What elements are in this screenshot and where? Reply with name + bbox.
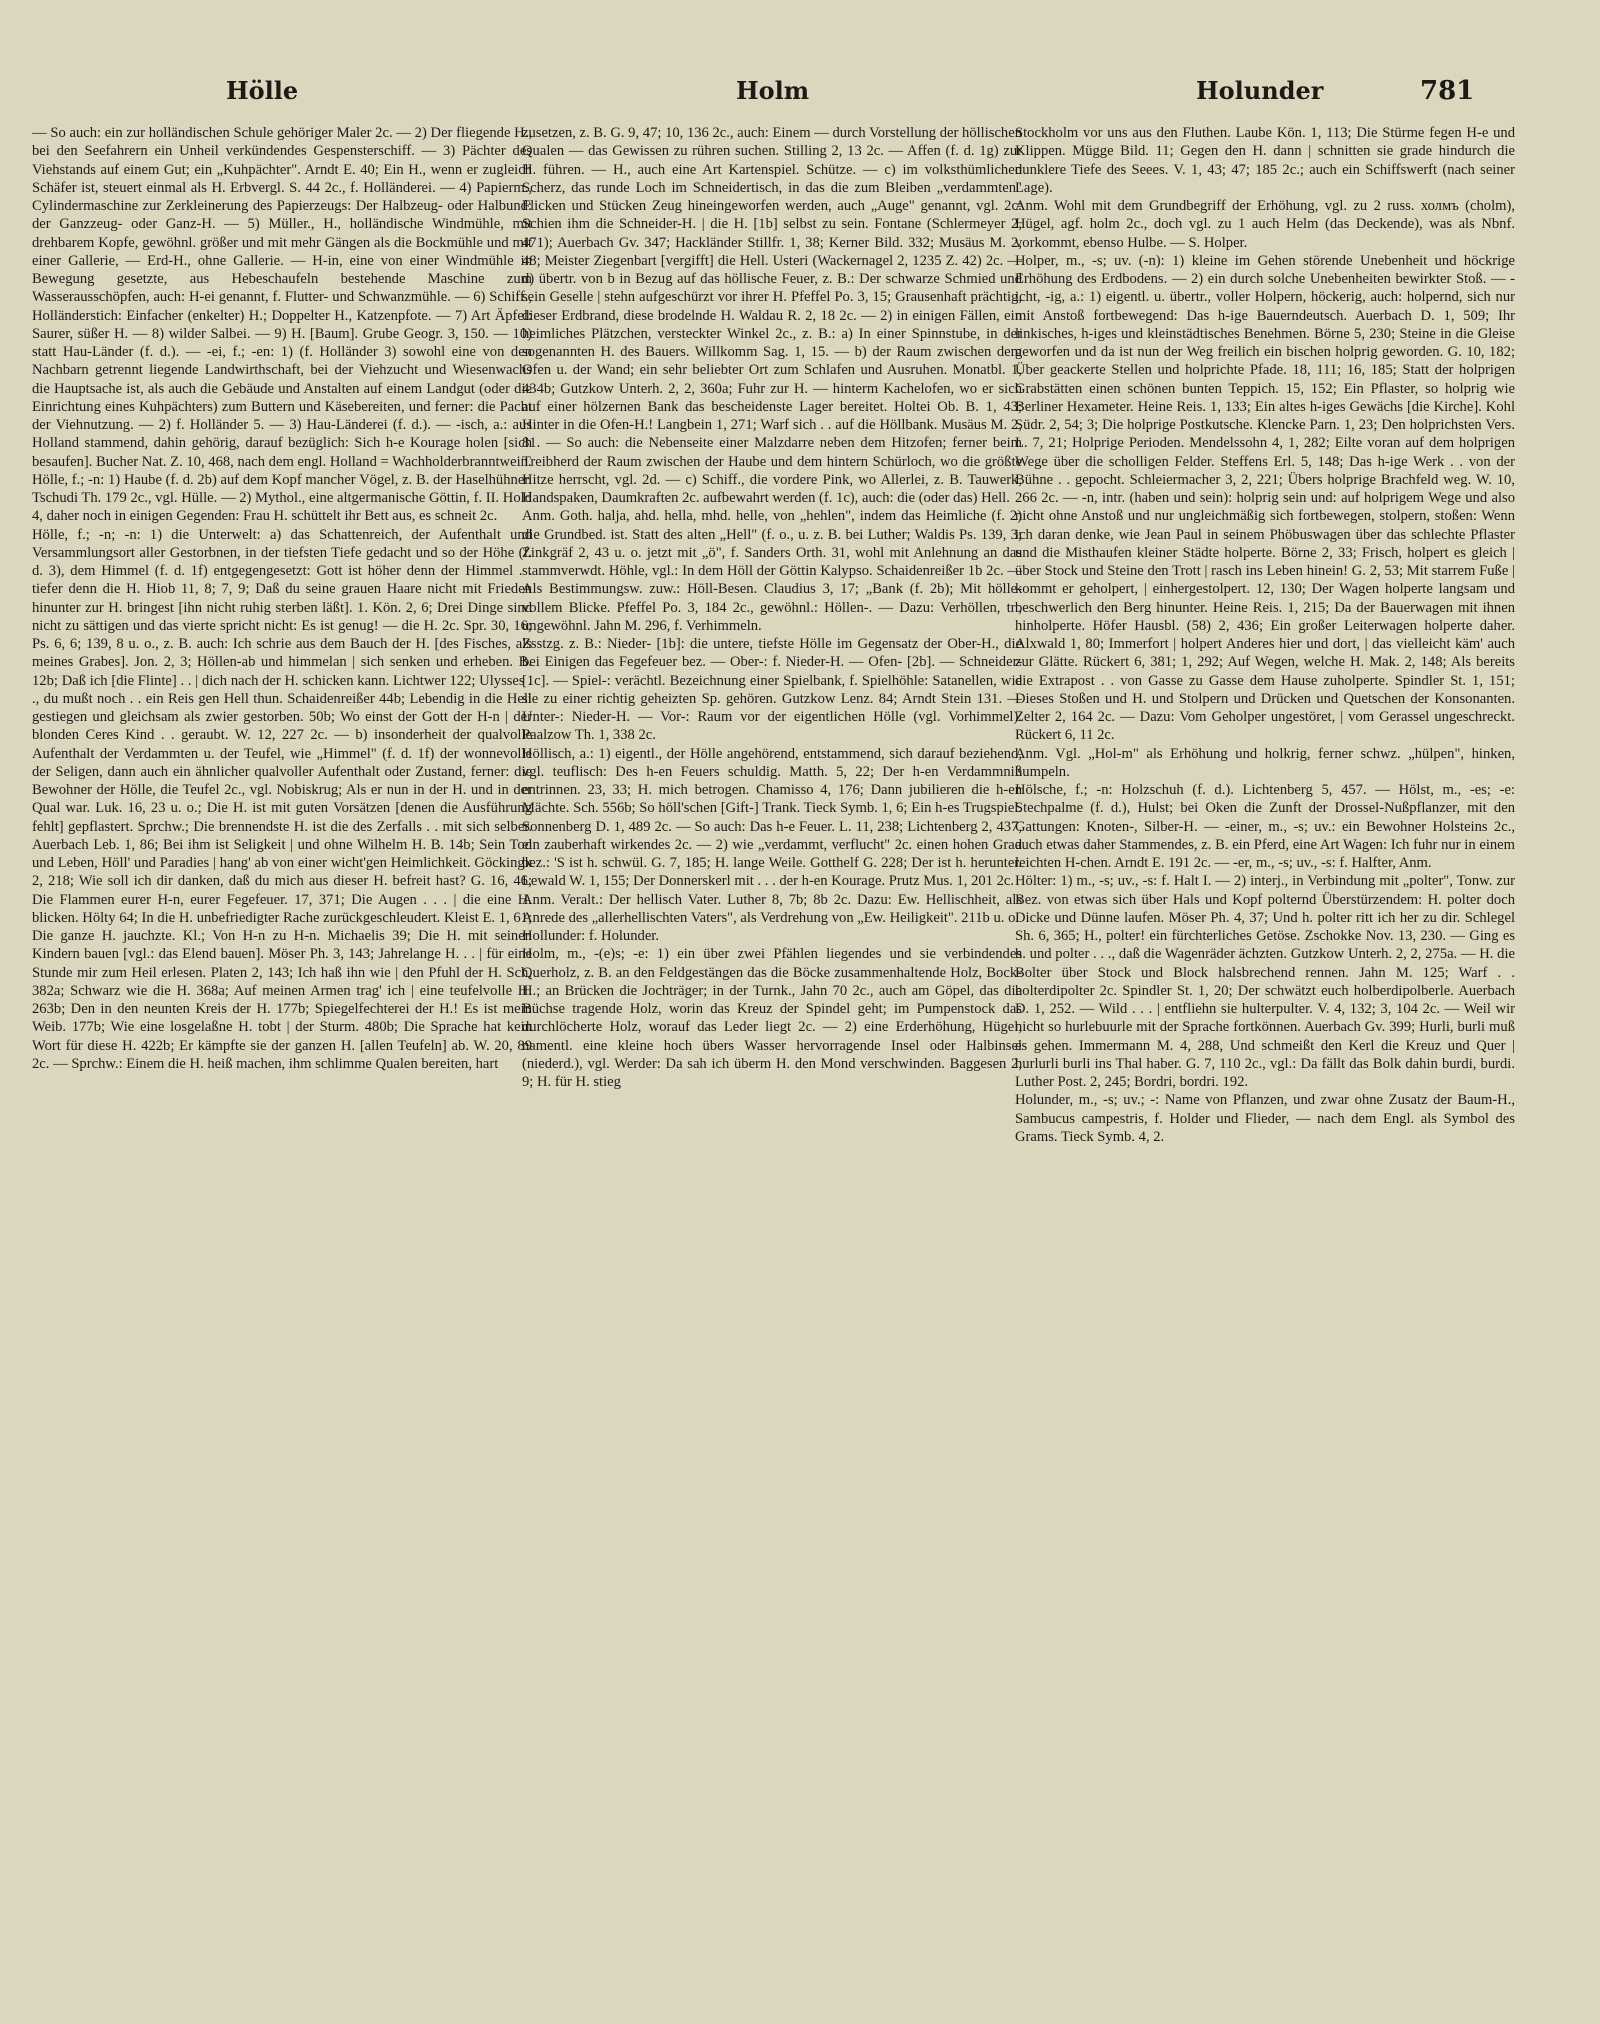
entry-paragraph: Zsstzg. z. B.: Nieder- [1b]: die untere, tiefste Hölle im Gegensatz der Ober-H., die bei Einigen das Fegefeuer bez. — Ober-: f. Nieder-H. — Ofen- [2b]. — Schneider- [1c]. — Spiel-: verächtl. Bezeichnung einer Spielbank, f. Spielhöhle: Satanellen, wie sie zu einer richtig geheizten Sp. gehören. Gutzkow Lenz. 84; Arndt Stein 131. — Unter-: Nieder-H. — Vor-: Raum vor der eigentlichen Hölle (vgl. Vorhimmel). Paalzow Th. 1, 338 2c. (522, 636, 1022, 744)
header-right-word: Holunder (1196, 76, 1324, 105)
entry-paragraph: Holm, m., -(e)s; -e: 1) ein über zwei Pfählen liegendes und sie verbindendes Querholz, z. B. an den Feldgestängen das die Böcke zusammenhaltende Holz, Bock-H.; an Brücken die Jochträger; in der Turnk., Jahn 70 2c., auch am Göpel, das die Büchse tragende Holz, worin das Kreuz der Spindel geht; im Pumpenstock das durchlöcherte Holz, worauf das Leder liegt 2c. — 2) eine Erderhöhung, Hügel, namentl. eine kleine hoch übers Wasser hervorragende Insel oder Halbinsel (niederd.), vgl. Werder: Da sah ich überm H. den Mond verschwinden. Baggesen 2, 9; H. für H. stieg (522, 946, 1022, 1090)
entry-paragraph: Hölter: 1) m., -s; uv., -s: f. Halt I. — 2) interj., in Verbindung mit „polter", Tonw. zur Bez. von etwas sich über Hals und Kopf polternd Überstürzendem: H. polter doch Dicke und Dünne laufen. Möser Ph. 4, 37; Und h. polter ritt ich her zu dir. Schlegel Sh. 6, 365; H., polter! ein fürchterliches Getöse. Zschokke Nov. 13, 230. — Ging es h. und polter . . ., daß die Wagenräder ächzten. Gutzkow Unterh. 2, 2, 275a. — H. die Bolter über Stock und Block halsbrechend rennen. Jahn M. 125; Warf . . holterdipolter 2c. Spindler St. 1, 20; Der schwätzt euch holberdipolberle. Auerbach D. 1, 252. — Wild . . . | entfliehn sie hulterpulter. V. 4, 132; 3, 104 2c. — Weil wir nicht so hurlebuurle mit der Sprache fortkönnen. Auerbach Gv. 399; Hurli, burli muß es gehen. Immermann M. 4, 288, Und schmeißt den Kerl die Kreuz und Quer | hurlurli burli ins Thal haber. G. 7, 110 2c., vgl.: Da fällt das Bolk dahin burdi, burdi. Luther Post. 2, 245; Bordri, bordri. 192. (1015, 873, 1515, 1090)
text-column-2 (522, 124, 1022, 1994)
entry-paragraph: Hölle, f.; -n; -n: 1) die Unterwelt: a) das Schattenreich, der Aufenthalt und Versammlungsort aller Gestorbnen, in der tiefsten Tiefe gedacht und so der Höhe (f. d. 3), dem Himmel (f. d. 1f) entgegengesetzt: Gott ist höher denn der Himmel . . tiefer denn die H. Hiob 11, 8; 7, 9; Daß du seine grauen Haare nicht mit Frieden hinunter zur H. bringest [ihn nicht ruhig sterben läßt]. 1. Kön. 2, 6; Drei Dinge sind nicht zu sättigen und das vierte spricht nicht: Es ist genug! — die H. 2c. Spr. 30, 16; Ps. 6, 6; 139, 8 u. o., z. B. auch: Ich schrie aus dem Bauch der H. [des Fisches, als meines Grabes]. Jon. 2, 3; Höllen-ab und himmelan | sich senken und erheben. B. 12b; Daß ich [die Flinte] . . | dich nach der H. schicken kann. Lichtwer 122; Ulysses . ., du mußt noch . . ein Reis gen Hell thun. Schaidenreißer 44b; Lebendig in die Hell gestiegen und gleichsam als zwier gestorben. 50b; Wo einst der Gott der H-n | der blonden Ceres Kind . . geraubt. W. 12, 227 2c. — b) insonderheit der qualvolle Aufenthalt der Verdammten u. der Teufel, wie „Himmel" (f. d. 1f) der wonnevolle der Seligen, dann auch ein ähnlicher qualvoller Aufenthalt oder Zustand, ferner: die Bewohner der Hölle, die Teufel 2c., vgl. Nobiskrug; Als er nun in der H. und in der Qual war. Luk. 16, 23 u. o.; Die H. ist mit guten Vorsätzen [denen die Ausführung fehlt] gepflastert. Sprchw.; Die brennendste H. ist die des Zerfalls . . mit sich selber. Auerbach Leb. 1, 86; Bei ihm ist Seligkeit | und ohne Wilhelm H. B. 14b; Sein Tod und Leben, Höll' und Paradies | hang' ab von einer wicht'gen Heimlichkeit. Göckingk 2, 218; Wie soll ich dir danken, daß du mich aus dieser H. befreit hast? G. 16, 46; Die Flammen eurer H-n, eurer Fegefeuer. 17, 371; Die Augen . . . | die eine H. blicken. Hölty 64; In die H. unbefriedigter Rache zurückgeschleudert. Kleist E. 1, 61; Die ganze H. jauchzte. Kl.; Von H-n zu H-n. Michaelis 39; Die H. mit seinen Kindern bauen [vgl.: das Elend bauen]. Möser Ph. 3, 143; Jahrelange H. . . | für eine Stunde mir zum Heil erlesen. Platen 2, 143; Ich haß ihn wie | den Pfuhl der H. Sch. 382a; Schwarz wie die H. 368a; Auf meinen Armen trag' ich | eine teufelvolle H. 263b; Den in den neunten Kreis der H. 177b; Spiegelfechterei der H.! Es ist mein Weib. 177b; Wie eine losgelaßne H. tobt | der Sturm. 480b; Die Sprache hat kein Wort für diese H. 422b; Er kämpfte sie der ganzen H. [allen Teufeln] ab. W. 20, 89 2c. — Sprchw.: Einem die H. heiß machen, ihm schlimme Qualen bereiten, hart (32, 526, 532, 1072)
entry-paragraph: Höllisch, a.: 1) eigentl., der Hölle angehörend, entstammend, sich darauf beziehend, vgl. teuflisch: Des h-en Feuers schuldig. Matth. 5, 22; Der h-en Verdammniß entrinnen. 23, 33; H. mich betrogen. Chamisso 4, 176; Dann jubilieren die h-en Mächte. Sch. 556b; So höll'schen [Gift-] Trank. Tieck Symb. 1, 6; Ein h-es Trugspiel. Sonnenberg D. 1, 489 2c. — So auch: Das h-e Feuer. L. 11, 238; Lichtenberg 2, 437, ein zauberhaft wirkendes 2c. — 2) wie „verdammt, verflucht" 2c. einen hohen Grad bez.: 'S ist h. schwül. G. 7, 185; H. lange Weile. Gotthelf G. 228; Der ist h. herunter. Lewald W. 1, 155; Der Donnerskerl mit . . . der h-en Kourage. Prutz Mus. 1, 201 2c. (522, 745, 1022, 890)
entry-paragraph: Stockholm vor uns aus den Fluthen. Laube Kön. 1, 113; Die Stürme fegen H-e und Klippen. Mügge Bild. 11; Gegen den H. dann | schnitten sie grade hindurch die dunklere Tiefe des Seees. V. 1, 43; 47; 185 2c.; auch ein Schiffswerft (nach seiner Lage). (1015, 125, 1515, 196)
running-header (0, 76, 1600, 116)
entry-paragraph: Anm. Veralt.: Der hellisch Vater. Luther 8, 7b; 8b 2c. Dazu: Ew. Hellischheit, als Anrede des „allerhellischten Vaters", als Verdrehung von „Ew. Heiligkeit". 211b u. o. (522, 891, 1022, 926)
text-column-1 (32, 124, 532, 1994)
entry-paragraph: Anm. Goth. halja, ahd. hella, mhd. helle, von „hehlen", indem das Heimliche (f. 2) die Grundbed. ist. Statt des alten „Hell" (f. o., u. z. B. bei Luther; Waldis Ps. 139, 3; Zinkgräf 2, 43 u. o. jetzt mit „ö", f. Sanders Orth. 31, wohl mit Anlehnung an das stammverwdt. Höhle, vgl.: In dem Höll der Göttin Kalypso. Schaidenreißer 1b 2c. — Als Bestimmungsw. zuw.: Höll-Besen. Claudius 3, 17; „Bank (f. 2b); Mit hölle-vollem Blicke. Pfeffel Po. 3, 184 2c., gewöhnl.: Höllen-. — Dazu: Verhöllen, tr., ungewöhnl. Jahn M. 296, f. Verhimmeln. (522, 508, 1022, 634)
text-column-3 (1015, 124, 1515, 1994)
entry-paragraph: Hollunder: f. Holunder. (522, 928, 659, 944)
entry-paragraph: — So auch: ein zur holländischen Schule gehöriger Maler 2c. — 2) Der fliegende H., bei den Seefahrern ein Unheil verkündendes Gespensterschiff. — 3) Pächter des Viehstands auf einem Gut; ein „Kuhpächter". Arndt E. 40; Ein H., wenn er zugleich Schäfer ist, steuert einmal als H. Erbvergl. S. 44 2c., f. Holländerei. — 4) Papierm., Cylindermaschine zur Zerkleinerung des Papierzeugs: Der Halbzeug- oder Halbund: der Ganzzeug- oder Ganz-H. — 5) Müller., H., holländische Windmühle, mit drehbarem Kopfe, gewöhnl. größer und mit mehr Gängen als die Bockmühle und mit einer Gallerie, — Erd-H., ohne Gallerie. — H-in, eine von einer Windmühle in Bewegung gesetzte, aus Hebeschaufeln bestehende Maschine zum Wasserausschöpfen, auch: H-ei genannt, f. Flutter- und Schwanzmühle. — 6) Schiff., Holländerstich: Einfacher (enkelter) H.; Doppelter H., Katzenpfote. — 7) Art Äpfel: Saurer, süßer H. — 8) wilder Salbei. — 9) H. [Baum]. Grube Geogr. 3, 150. — 10) statt Hau-Länder (f. d.). — -ei, f.; -en: 1) (f. Holländer 3) sowohl eine von den Nachbarn getrennt liegende Landwirthschaft, bei der Viehzucht und Wiesenwachs die Hauptsache ist, als auch die Gebäude und Anstalten auf einem Landgut (oder die Einrichtung eines Kuhpächters) zum Buttern und Käsebereiten, und ferner: die Pacht der Viehnutzung. — 2) f. Holländer 5. — 3) Hau-Länderei (f. d.). — -isch, a.: aus Holland stammend, dahin gehörig, darauf bezüglich: Sich h-e Kourage holen [sich besaufen]. Bucher Nat. Z. 10, 468, nach dem engl. Holland = Wachholderbranntwein. (32, 125, 532, 470)
entry-paragraph: Hölsche, f.; -n: Holzschuh (f. d.). Lichtenberg 5, 457. — Hölst, m., -es; -e: Stechpalme (f. d.), Hulst; bei Oken die Zunft der Drossel-Nußpflanzer, mit den Gattungen: Knoten-, Silber-H. — -einer, m., -s; uv.: ein Bewohner Holsteins 2c., auch etwas daher Stammendes, z. B. ein Pferd, eine Art Wagen: Ich fuhr nur in einem leichten H-chen. Arndt E. 191 2c. — -er, m., -s; uv., -s: f. Halfter, Anm. (1015, 782, 1515, 871)
entry-paragraph: Holunder, m., -s; uv.; -: Name von Pflanzen, und zwar ohne Zusatz der Baum-H., Sambucus campestris, f. Holder und Flieder, — nach dem Engl. als Symbol des Grams. Tieck Symb. 4, 2. (1015, 1092, 1515, 1145)
entry-paragraph: Anm. Wohl mit dem Grundbegriff der Erhöhung, vgl. zu 2 russ. холмъ (cholm), Hügel, agf. holm 2c., doch vgl. zu 1 auch Helm (das Deckende), was als Nbnf. vorkommt, ebenso Hulbe. — S. Holper. (1015, 198, 1515, 251)
page-number: 781 (1420, 76, 1475, 106)
entry-paragraph: Hölle, f.; -n: 1) Haube (f. d. 2b) auf dem Kopf mancher Vögel, z. B. der Haselhühner. Tschudi Th. 179 2c., vgl. Hülle. — 2) Mythol., eine altgermanische Göttin, f. II. Hold 4, daher noch in einigen Gegenden: Frau H. schüttelt ihr Bett aus, es schneit 2c. (32, 471, 532, 525)
header-left-word: Hölle (226, 76, 299, 105)
header-center-word: Holm (736, 76, 810, 105)
entry-paragraph: Anm. Vgl. „Hol-m" als Erhöhung und holkrig, ferner schwz. „hülpen", hinken, humpeln. (1015, 745, 1515, 780)
entry-paragraph: zusetzen, z. B. G. 9, 47; 10, 136 2c., auch: Einem — durch Vorstellung der höllischen Qualen — das Gewissen zu rühren suchen. Stilling 2, 13 2c. — Affen (f. d. 1g) zur H. führen. — H., auch eine Art Kartenspiel. Schütze. — c) im volksthümlichen Scherz, das runde Loch im Schneidertisch, in das die zum Bleiben „verdammten" Flicken und Stücken Zeug hineingeworfen werden, auch „Auge" genannt, vgl. 2c: Schien ihm die Schneider-H. | die H. [1b] selbst zu sein. Fontane (Schlermeyer 2, 471); Auerbach Gv. 347; Hackländer Stillfr. 1, 38; Kerner Bild. 332; Musäus M. 2, 48; Meister Ziegenbart [vergifft] die Hell. Usteri (Wackernagel 2, 1235 Z. 42) 2c. — d) übertr. von b in Bezug auf das höllische Feuer, z. B.: Der schwarze Schmied und sein Geselle | stehn aufgeschürzt vor ihrer H. Pfeffel Po. 3, 15; Grausenhaft prächtig, dieser Erdbrand, diese brodelnde H. Waldau R. 2, 18 2c. — 2) in einigen Fällen, ein heimliches Plätzchen, versteckter Winkel 2c., z. B.: a) In einer Spinnstube, in der sogenannten H. des Bauers. Willkomm Sag. 1, 15. — b) der Raum zwischen dem Ofen u. der Wand; ein sehr beliebter Ort zum Schlafen und Ausruhen. Monatbl. 1, 434b; Gutzkow Unterh. 2, 2, 360a; Fuhr zur H. — hinterm Kachelofen, wo er sich auf einer hölzernen Bank das bescheidenste Lager bereitet. Holtei Ob. B. 1, 43; Hinter in die Ofen-H.! Langbein 1, 271; Warf sich . . auf die Höllbank. Musäus M. 2, 81. — So auch: die Nebenseite einer Malzdarre neben dem Hitzofen; ferner beim Treibherd der Raum zwischen der Haube und dem hintern Schürloch, wo die größte Hitze herrscht, vgl. 2d. — c) Schiff., die vordere Pink, wo Allerlei, z. B. Tauwerk, Handspaken, Daumkraften 2c. aufbewahrt werden (f. 1c), auch: die (oder das) Hell. (522, 125, 1022, 506)
entry-paragraph: Holper, m., -s; uv. (-n): 1) kleine im Gehen störende Unebenheit und höckrige Erhöhung des Erdbodens. — 2) ein durch solche Unebenheiten bewirkter Stoß. — -icht, -ig, a.: 1) eigentl. u. übertr., voller Holpern, höckerig, auch: holpernd, sich nur mit Anstoß fortbewegend: Das h-ige Bauerndeutsch. Auerbach D. 1, 509; Ihr linkisches, h-iges und kleinstädtisches Benehmen. Börne 5, 230; Steine in die Gleise geworfen und da ist nun der Weg freilich ein bischen holprig geworden. G. 10, 182; Über geackerte Stellen und holprichte Pfade. 18, 111; 16, 185; Statt der holprigen Grabstätten einen schönen bunten Teppich. 15, 152; Ein Pflaster, so holprig wie Berliner Hexameter. Heine Reis. 1, 133; Ein altes h-iges Gewächs [die Kirche]. Kohl Südr. 2, 54; 3; Die holprige Postkutsche. Klencke Parn. 1, 23; Den holprichsten Vers. L. 7, 21; Holprige Perioden. Mendelssohn 4, 1, 282; Eilte voran auf dem holprigen Wege über die scholligen Felder. Steffens Erl. 5, 148; Das h-ige Werk . . von der Bühne . . gepocht. Schleiermacher 3, 2, 221; Übers holprige Brachfeld weg. W. 10, 266 2c. — -n, intr. (haben und sein): holprig sein und: auf holprigem Wege und also nicht ohne Anstoß und nur ungleichmäßig sich fortbewegen, stolpern, stoßen: Wenn ich daran denke, wie Jean Paul in seinem Phöbuswagen über das schlechte Pflaster und die Misthaufen kleiner Städte holperte. Börne 2, 33; Frisch, holpert es gleich | über Stock und Steine den Trott | rasch ins Leben hinein! G. 2, 53; Mit starrem Fuße | kommt er geholpert, | einhergestolpert. 12, 130; Der Wagen holperte langsam und beschwerlich den Berg hinunter. Heine Reis. 1, 215; Da der Bauerwagen mit ihnen hinholperte. Höfer Hausbl. (58) 2, 436; Ein großer Leiterwagen holperte daher. Alxwald 1, 80; Immerfort | holpert Anderes hier und dort, | das vielleicht käm' auch zur Glätte. Rückert 6, 381; 1, 292; Auf Wegen, welche H. Mak. 2, 148; Als bereits die Extrapost . . von Gasse zu Gasse dem Hause zuholperte. Spindler St. 1, 151; Dieses Stoßen und H. und Stolpern und Drücken und Quetschen der Konsonanten. Zelter 2, 164 2c. — Dazu: Vom Geholper ungestöret, | vom Gerassel ungeschreckt. Rückert 6, 11 2c. (1015, 252, 1515, 744)
